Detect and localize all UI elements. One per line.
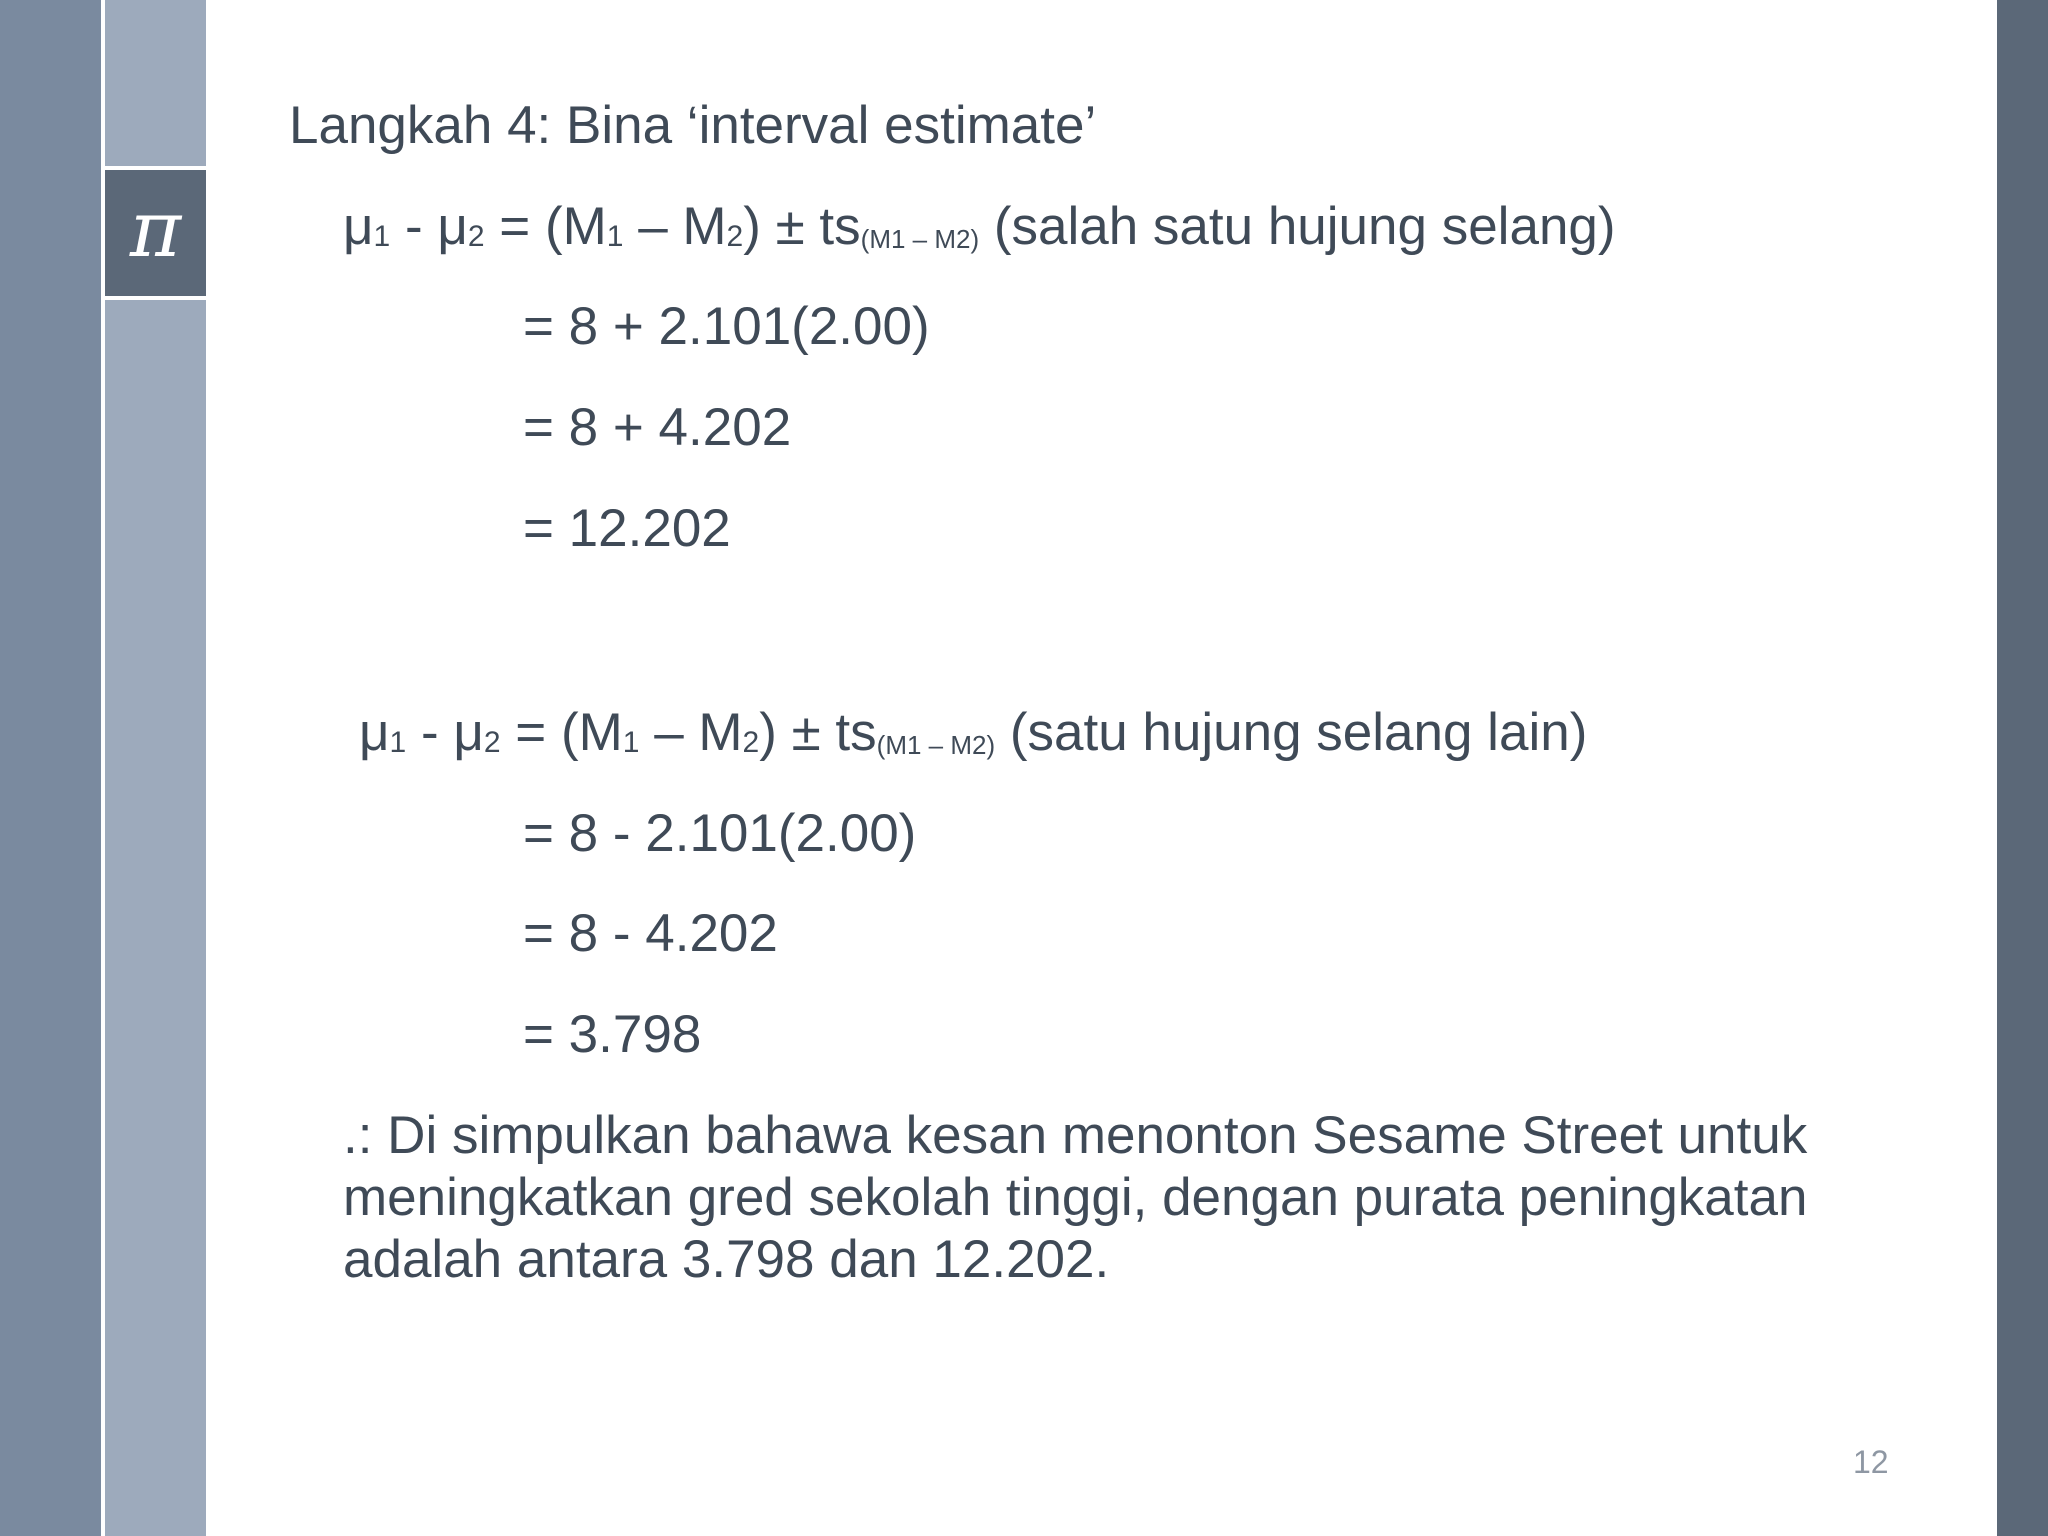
slide-title: Langkah 4: Bina ‘interval estimate’ <box>289 96 1097 155</box>
mu1-subscript: 1 <box>389 726 407 759</box>
ts-subscript: (M1 – M2) <box>860 224 980 254</box>
minus-sign: - <box>390 197 438 256</box>
formula-eq-open: = (M <box>484 197 607 256</box>
mu1-symbol: μ <box>359 703 390 762</box>
upper-step-1: = 8 + 2.101(2.00) <box>523 297 930 356</box>
mu1-symbol: μ <box>343 197 374 256</box>
upper-bound-formula <box>343 197 1616 258</box>
lower-step-2: = 8 - 4.202 <box>523 904 778 963</box>
mu2-subscript: 2 <box>467 220 485 253</box>
formula-note: (salah satu hujung selang) <box>979 197 1616 256</box>
formula-eq-open: = (M <box>500 703 623 762</box>
formula-dash: – M <box>639 703 743 762</box>
formula-close-ts: ) ± ts <box>759 703 877 762</box>
mu2-symbol: μ <box>453 703 484 762</box>
m1-subscript: 1 <box>622 726 640 759</box>
pi-icon: π <box>129 185 182 275</box>
lower-step-1: = 8 - 2.101(2.00) <box>523 804 917 863</box>
minus-sign: - <box>406 703 454 762</box>
m2-subscript: 2 <box>742 726 760 759</box>
right-dark-stripe <box>1997 0 2048 1536</box>
ts-subscript: (M1 – M2) <box>876 730 996 760</box>
formula-note: (satu hujung selang lain) <box>995 703 1588 762</box>
page-number: 12 <box>1853 1444 1889 1480</box>
lower-bound-formula <box>359 703 1587 764</box>
mu2-subscript: 2 <box>483 726 501 759</box>
formula-close-ts: ) ± ts <box>743 197 861 256</box>
formula-dash: – M <box>623 197 727 256</box>
mu2-symbol: μ <box>437 197 468 256</box>
conclusion-text: .: Di simpulkan bahawa kesan menonton Sesame Street untuk meningkatkan gred sekolah tinggi, dengan purata peningkatan adalah antara 3.798 dan 12.202. <box>343 1106 1808 1289</box>
lower-step-3: = 3.798 <box>523 1005 702 1064</box>
pi-icon-box <box>105 166 206 300</box>
m1-subscript: 1 <box>606 220 624 253</box>
upper-step-3: = 12.202 <box>523 499 731 558</box>
left-dark-stripe <box>0 0 101 1536</box>
mu1-subscript: 1 <box>373 220 391 253</box>
m2-subscript: 2 <box>726 220 744 253</box>
upper-step-2: = 8 + 4.202 <box>523 398 792 457</box>
